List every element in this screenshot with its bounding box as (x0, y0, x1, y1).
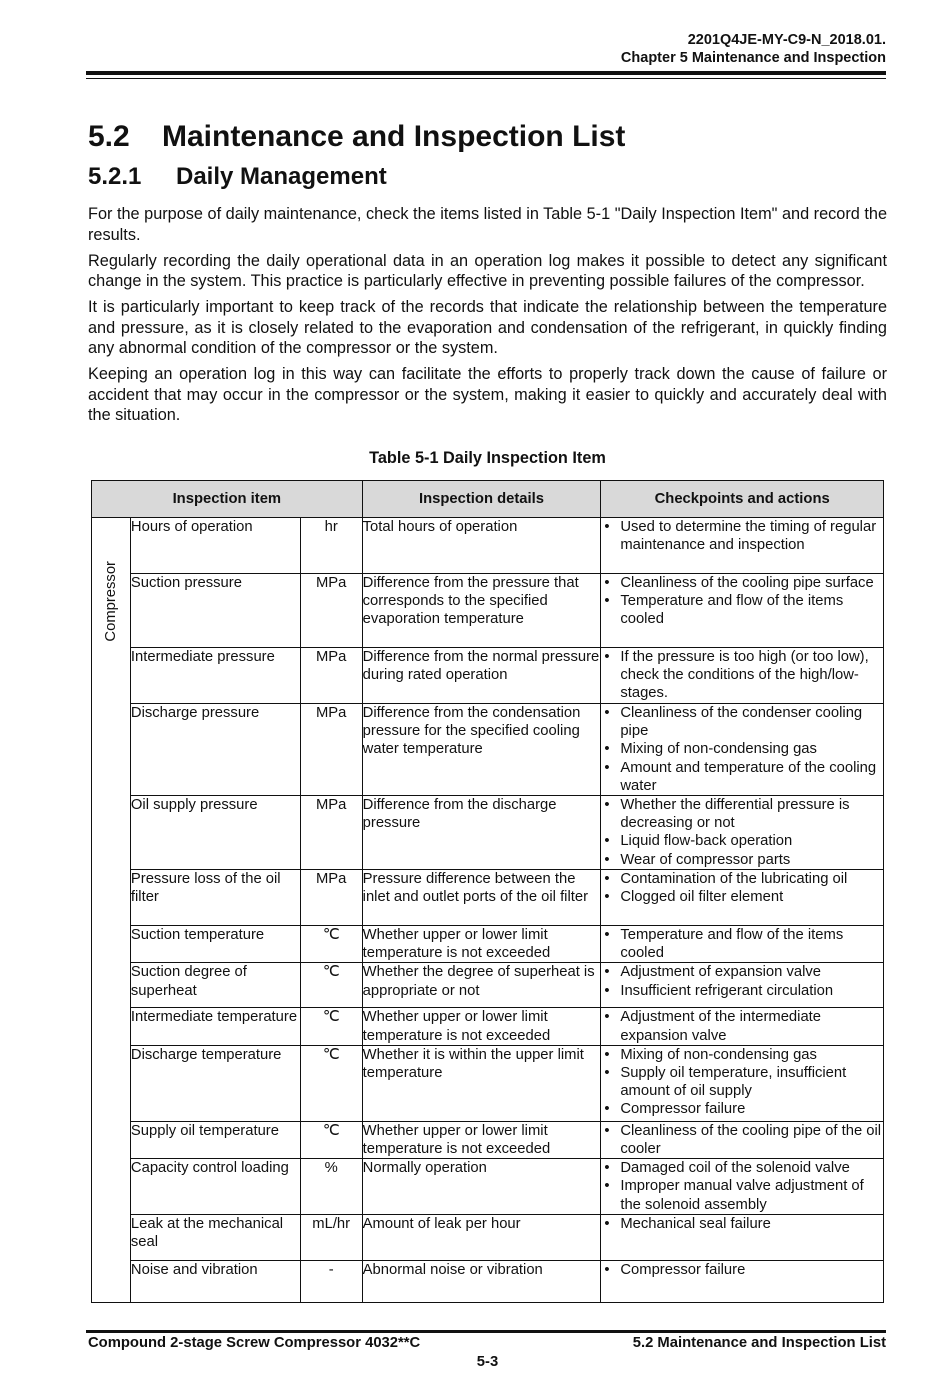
checkpoint-item: • Compressor failure (601, 1100, 883, 1118)
inspection-item-cell: Suction pressure (130, 574, 300, 648)
checkpoints-cell (601, 648, 884, 704)
subsection-number: 5.2.1 (88, 163, 142, 190)
inspection-details-cell: Total hours of operation (362, 518, 601, 574)
checkpoint-item: • Wear of compressor parts (601, 851, 883, 869)
checkpoint-item: • Mechanical seal failure (601, 1215, 883, 1233)
table-row (92, 648, 884, 704)
section-title: Maintenance and Inspection List (162, 120, 626, 153)
checkpoints-cell (601, 1045, 884, 1121)
table-row (92, 796, 884, 870)
checkpoint-list (601, 1261, 883, 1279)
checkpoint-item: • If the pressure is too high (or too low), check the conditions of the high/low-stages. (601, 648, 883, 703)
inspection-item-cell: Intermediate temperature (130, 1008, 300, 1045)
unit-cell: ℃ (300, 1045, 362, 1121)
checkpoint-list (601, 518, 883, 554)
checkpoint-item: • Clogged oil filter element (601, 888, 883, 906)
document-code: 2201Q4JE-MY-C9-N_2018.01. (687, 32, 886, 48)
checkpoints-cell (601, 1121, 884, 1158)
table-row (92, 1008, 884, 1045)
paragraph: For the purpose of daily maintenance, check the items listed in Table 5-1 "Daily Inspection Item" and record the results. (88, 205, 887, 244)
checkpoints-cell (601, 1215, 884, 1261)
header-inspection-details: Inspection details (362, 481, 601, 518)
inspection-details-cell: Difference from the pressure that corresponds to the specified evaporation temperature (362, 574, 601, 648)
body-text (88, 204, 887, 431)
inspection-details-cell: Difference from the normal pressure during rated operation (362, 648, 601, 704)
group-cell (92, 518, 131, 1303)
checkpoint-item: • Mixing of non-condensing gas (601, 1046, 883, 1064)
checkpoints-cell (601, 1261, 884, 1303)
unit-cell: MPa (300, 704, 362, 796)
unit-cell: MPa (300, 796, 362, 870)
checkpoint-item: • Supply oil temperature, insufficient amount of oil supply (601, 1064, 883, 1100)
subsection-heading (88, 163, 387, 191)
inspection-item-cell: Oil supply pressure (130, 796, 300, 870)
checkpoint-item: • Mixing of non-condensing gas (601, 740, 883, 758)
inspection-details-cell: Pressure difference between the inlet and outlet ports of the oil filter (362, 870, 601, 926)
inspection-item-cell: Hours of operation (130, 518, 300, 574)
checkpoints-cell (601, 574, 884, 648)
checkpoint-list (601, 963, 883, 999)
checkpoint-list (601, 796, 883, 869)
paragraph: Keeping an operation log in this way can facilitate the efforts to properly track down the cause of failure or accident that may occur in the compressor or the system, making it easier to quickly and accurately deal with the situation. (88, 365, 887, 424)
unit-cell: ℃ (300, 926, 362, 963)
table-row (92, 1045, 884, 1121)
paragraph: Regularly recording the daily operational data in an operation log makes it possible to detect any significant change in the system. This practice is particularly effective in preventing possible failures of the compressor. (88, 251, 887, 290)
inspection-details-cell: Difference from the condensation pressure for the specified cooling water temperature (362, 704, 601, 796)
inspection-item-cell: Intermediate pressure (130, 648, 300, 704)
inspection-item-cell: Discharge temperature (130, 1045, 300, 1121)
checkpoint-list (601, 1046, 883, 1119)
chapter-title: Chapter 5 Maintenance and Inspection (620, 50, 886, 66)
checkpoint-item: • Whether the differential pressure is decreasing or not (601, 796, 883, 832)
inspection-details-cell: Whether upper or lower limit temperature is not exceeded (362, 1121, 601, 1158)
checkpoint-list (601, 1215, 883, 1233)
inspection-item-cell: Leak at the mechanical seal (130, 1215, 300, 1261)
inspection-details-cell: Difference from the discharge pressure (362, 796, 601, 870)
group-label: Compressor (102, 561, 119, 642)
checkpoint-item: • Used to determine the timing of regular maintenance and inspection (601, 518, 883, 554)
inspection-details-cell: Whether it is within the upper limit temperature (362, 1045, 601, 1121)
unit-cell: MPa (300, 648, 362, 704)
checkpoints-cell (601, 1008, 884, 1045)
checkpoints-cell (601, 963, 884, 1008)
checkpoint-list (601, 648, 883, 703)
checkpoints-cell (601, 1159, 884, 1215)
unit-cell: mL/hr (300, 1215, 362, 1261)
checkpoint-list (601, 574, 883, 629)
checkpoints-cell (601, 518, 884, 574)
inspection-item-cell: Discharge pressure (130, 704, 300, 796)
header-inspection-item: Inspection item (92, 481, 363, 518)
inspection-details-cell: Whether upper or lower limit temperature is not exceeded (362, 1008, 601, 1045)
checkpoint-item: • Cleanliness of the cooling pipe of the oil cooler (601, 1122, 883, 1158)
inspection-item-cell: Noise and vibration (130, 1261, 300, 1303)
checkpoint-list (601, 926, 883, 962)
inspection-item-cell: Capacity control loading (130, 1159, 300, 1215)
table-row (92, 870, 884, 926)
checkpoint-item: • Adjustment of the intermediate expansion valve (601, 1008, 883, 1044)
unit-cell: % (300, 1159, 362, 1215)
unit-cell: ℃ (300, 1121, 362, 1158)
inspection-item-cell: Suction degree of superheat (130, 963, 300, 1008)
checkpoint-item: • Liquid flow-back operation (601, 832, 883, 850)
unit-cell: ℃ (300, 963, 362, 1008)
inspection-details-cell: Amount of leak per hour (362, 1215, 601, 1261)
checkpoint-item: • Temperature and flow of the items cooled (601, 592, 883, 628)
header-checkpoints: Checkpoints and actions (601, 481, 884, 518)
table-header-row (92, 481, 884, 518)
unit-cell: MPa (300, 574, 362, 648)
footer-rule (86, 1330, 886, 1333)
checkpoint-list (601, 704, 883, 795)
checkpoint-list (601, 870, 883, 906)
table-row (92, 1261, 884, 1303)
unit-cell: - (300, 1261, 362, 1303)
checkpoints-cell (601, 870, 884, 926)
paragraph: It is particularly important to keep track of the records that indicate the relationship between the temperature and pressure, as it is closely related to the evaporation and condensation of the refrigerant, in quickly finding any abnormal condition of the compressor or the system. (88, 298, 887, 357)
inspection-details-cell: Whether the degree of superheat is appropriate or not (362, 963, 601, 1008)
section-heading (88, 120, 625, 154)
subsection-title: Daily Management (176, 163, 387, 190)
table-row (92, 518, 884, 574)
checkpoint-item: • Compressor failure (601, 1261, 883, 1279)
checkpoint-item: • Improper manual valve adjustment of the solenoid assembly (601, 1177, 883, 1213)
unit-cell: hr (300, 518, 362, 574)
checkpoint-item: • Damaged coil of the solenoid valve (601, 1159, 883, 1177)
checkpoint-item: • Cleanliness of the cooling pipe surface (601, 574, 883, 592)
checkpoint-list (601, 1008, 883, 1044)
unit-cell: ℃ (300, 1008, 362, 1045)
table-caption: Table 5-1 Daily Inspection Item (369, 449, 606, 467)
table-row (92, 963, 884, 1008)
checkpoint-item: • Temperature and flow of the items cooled (601, 926, 883, 962)
inspection-item-cell: Supply oil temperature (130, 1121, 300, 1158)
table-row (92, 1121, 884, 1158)
checkpoints-cell (601, 926, 884, 963)
table-row (92, 1159, 884, 1215)
table-row (92, 704, 884, 796)
footer-section: 5.2 Maintenance and Inspection List (632, 1335, 886, 1351)
table-row (92, 574, 884, 648)
checkpoint-list (601, 1159, 883, 1214)
inspection-item-cell: Suction temperature (130, 926, 300, 963)
footer-product: Compound 2-stage Screw Compressor 4032**C (88, 1335, 421, 1351)
inspection-details-cell: Whether upper or lower limit temperature is not exceeded (362, 926, 601, 963)
header-rule-thin (86, 78, 886, 79)
unit-cell: MPa (300, 870, 362, 926)
table-row (92, 1215, 884, 1261)
inspection-details-cell: Normally operation (362, 1159, 601, 1215)
checkpoint-list (601, 1122, 883, 1158)
header-rule-thick (86, 71, 886, 75)
section-number: 5.2 (88, 120, 130, 153)
checkpoint-item: • Insufficient refrigerant circulation (601, 982, 883, 1000)
checkpoints-cell (601, 796, 884, 870)
checkpoint-item: • Amount and temperature of the cooling water (601, 759, 883, 795)
table-row (92, 926, 884, 963)
daily-inspection-table (91, 480, 884, 1303)
checkpoint-item: • Contamination of the lubricating oil (601, 870, 883, 888)
page-number: 5-3 (476, 1354, 499, 1370)
checkpoint-item: • Cleanliness of the condenser cooling pipe (601, 704, 883, 740)
inspection-details-cell: Abnormal noise or vibration (362, 1261, 601, 1303)
checkpoint-item: • Adjustment of expansion valve (601, 963, 883, 981)
checkpoints-cell (601, 704, 884, 796)
inspection-item-cell: Pressure loss of the oil filter (130, 870, 300, 926)
